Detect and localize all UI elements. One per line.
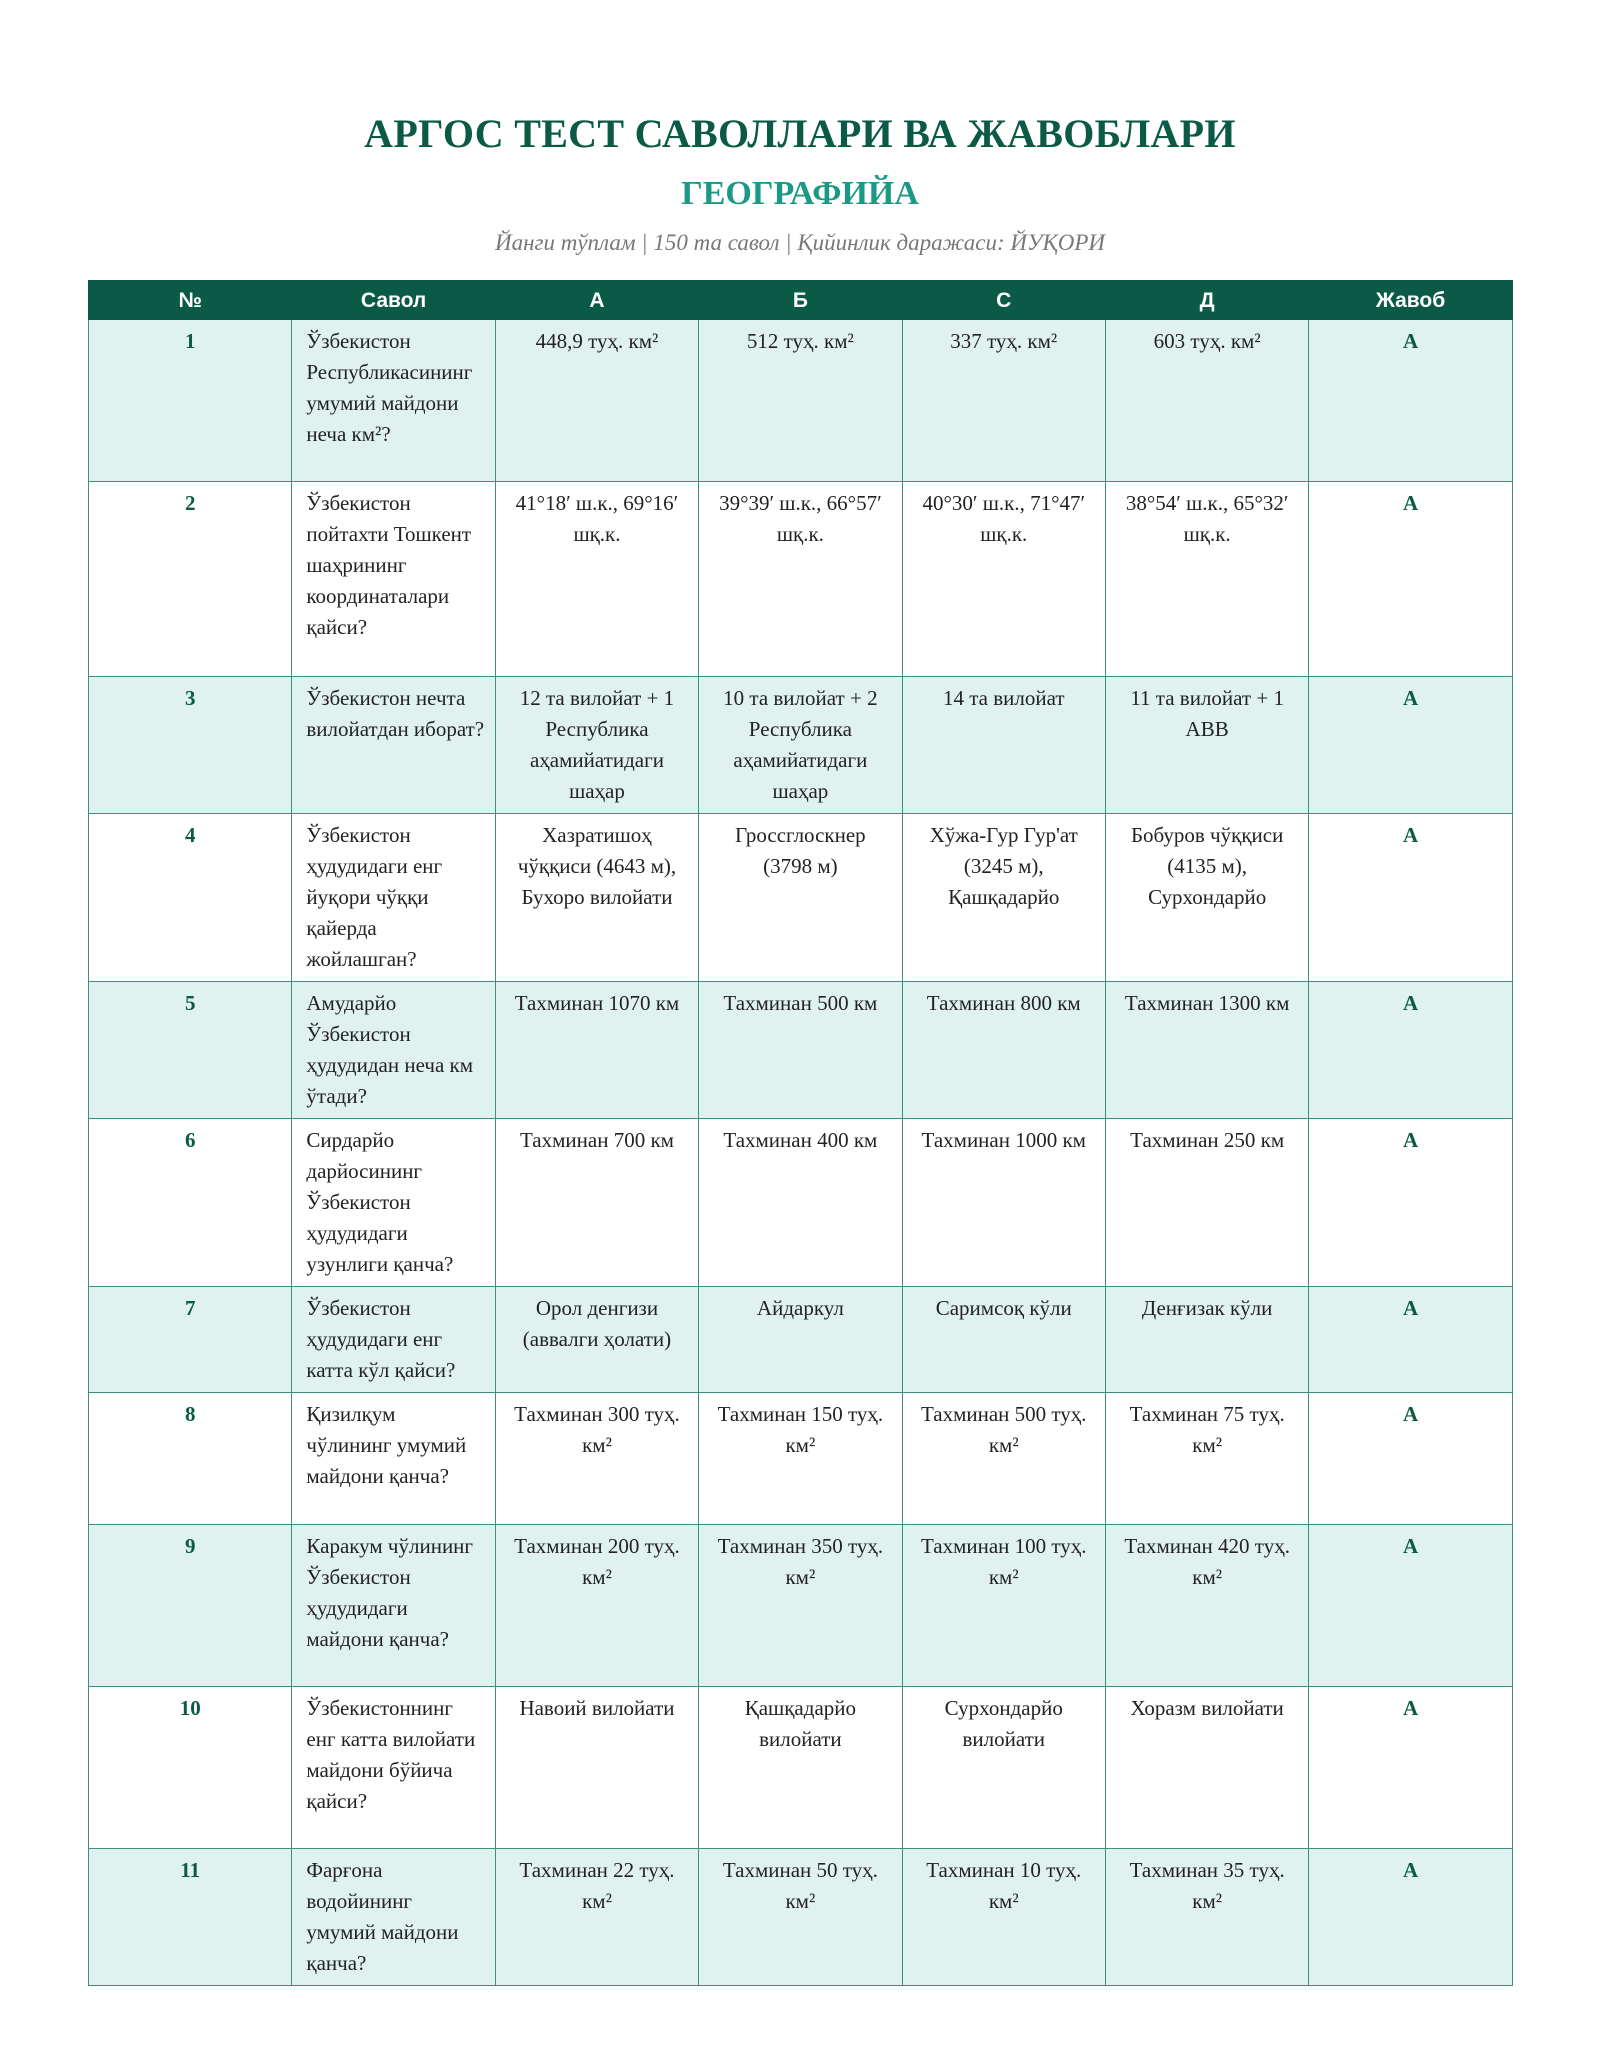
option-c: Тахминан 100 туҳ. км² (902, 1525, 1105, 1687)
option-c: Сурхондарйо вилойати (902, 1687, 1105, 1849)
question-number: 10 (89, 1687, 292, 1849)
column-header-option-c: С (902, 281, 1105, 320)
option-d: Денғизак кўли (1105, 1287, 1308, 1393)
option-b: Тахминан 400 км (699, 1119, 902, 1287)
column-header-option-b: Б (699, 281, 902, 320)
correct-answer: А (1309, 1287, 1512, 1393)
table-row (89, 482, 1513, 677)
option-a: Тахминан 700 км (495, 1119, 698, 1287)
question-text: Ўзбекистон ҳудудидаги енг катта кўл қайси? (292, 1287, 495, 1393)
table-row (89, 1119, 1513, 1287)
option-a: Тахминан 300 туҳ. км² (495, 1393, 698, 1525)
correct-answer: А (1309, 1393, 1512, 1525)
option-a: Орол денгизи (аввалги ҳолати) (495, 1287, 698, 1393)
question-number: 6 (89, 1119, 292, 1287)
question-text: Ўзбекистон нечта вилойатдан иборат? (292, 677, 495, 814)
table-header-row (89, 281, 1513, 320)
option-d: Тахминан 250 км (1105, 1119, 1308, 1287)
option-d: 603 туҳ. км² (1105, 320, 1308, 482)
question-number: 4 (89, 814, 292, 982)
column-header-number: № (89, 281, 292, 320)
option-b: Тахминан 350 туҳ. км² (699, 1525, 902, 1687)
option-b: Айдаркул (699, 1287, 902, 1393)
option-b: Гроссглоскнер (3798 м) (699, 814, 902, 982)
question-text: Амударйо Ўзбекистон ҳудудидан неча км ўтади? (292, 982, 495, 1119)
question-number: 9 (89, 1525, 292, 1687)
correct-answer: А (1309, 1849, 1512, 1986)
option-d: 11 та вилойат + 1 АВВ (1105, 677, 1308, 814)
option-d: Тахминан 420 туҳ. км² (1105, 1525, 1308, 1687)
option-b: 512 туҳ. км² (699, 320, 902, 482)
option-b: 39°39′ ш.к., 66°57′ шқ.к. (699, 482, 902, 677)
option-c: 40°30′ ш.к., 71°47′ шқ.к. (902, 482, 1105, 677)
table-row (89, 677, 1513, 814)
question-text: Каракум чўлининг Ўзбекистон ҳудудидаги майдони қанча? (292, 1525, 495, 1687)
table-row (89, 1849, 1513, 1986)
question-number: 3 (89, 677, 292, 814)
correct-answer: А (1309, 482, 1512, 677)
table-row (89, 1287, 1513, 1393)
correct-answer: А (1309, 814, 1512, 982)
question-number: 11 (89, 1849, 292, 1986)
option-a: Тахминан 200 туҳ. км² (495, 1525, 698, 1687)
correct-answer: А (1309, 1525, 1512, 1687)
question-number: 8 (89, 1393, 292, 1525)
correct-answer: А (1309, 1119, 1512, 1287)
option-c: Саримсоқ кўли (902, 1287, 1105, 1393)
correct-answer: А (1309, 677, 1512, 814)
option-b: Тахминан 50 туҳ. км² (699, 1849, 902, 1986)
option-b: Тахминан 150 туҳ. км² (699, 1393, 902, 1525)
option-c: Хўжа-Гур Гур'ат (3245 м), Қашқадарйо (902, 814, 1105, 982)
option-c: Тахминан 10 туҳ. км² (902, 1849, 1105, 1986)
question-number: 5 (89, 982, 292, 1119)
collection-meta: Йанги тўплам | 150 та савол | Қийинлик даражаси: ЙУҚОРИ (494, 230, 1106, 255)
subject-title: ГЕОГРАФИЙА (681, 175, 919, 212)
table-row (89, 1687, 1513, 1849)
option-a: 448,9 туҳ. км² (495, 320, 698, 482)
correct-answer: А (1309, 982, 1512, 1119)
question-number: 1 (89, 320, 292, 482)
question-text: Ўзбекистон пойтахти Тошкент шаҳрининг координаталари қайси? (292, 482, 495, 677)
column-header-answer: Жавоб (1309, 281, 1512, 320)
option-d: Тахминан 1300 км (1105, 982, 1308, 1119)
option-a: 41°18′ ш.к., 69°16′ шқ.к. (495, 482, 698, 677)
option-a: Навоий вилойати (495, 1687, 698, 1849)
question-text: Сирдарйо дарйосининг Ўзбекистон ҳудудидаги узунлиги қанча? (292, 1119, 495, 1287)
question-text: Қизилқум чўлининг умумий майдони қанча? (292, 1393, 495, 1525)
question-text: Фарғона водойининг умумий майдони қанча? (292, 1849, 495, 1986)
column-header-option-d: Д (1105, 281, 1308, 320)
questions-table (88, 280, 1513, 1986)
option-b: Қашқадарйо вилойати (699, 1687, 902, 1849)
question-text: Ўзбекистоннинг енг катта вилойати майдони бўйича қайси? (292, 1687, 495, 1849)
correct-answer: А (1309, 1687, 1512, 1849)
table-row (89, 320, 1513, 482)
column-header-option-a: А (495, 281, 698, 320)
question-number: 7 (89, 1287, 292, 1393)
option-c: Тахминан 500 туҳ. км² (902, 1393, 1105, 1525)
option-b: 10 та вилойат + 2 Республика аҳамийатидаги шаҳар (699, 677, 902, 814)
question-number: 2 (89, 482, 292, 677)
table-row (89, 1393, 1513, 1525)
option-a: Тахминан 22 туҳ. км² (495, 1849, 698, 1986)
correct-answer: А (1309, 320, 1512, 482)
option-a: Хазратишоҳ чўққиси (4643 м), Бухоро вилойати (495, 814, 698, 982)
table-row (89, 814, 1513, 982)
option-d: Тахминан 75 туҳ. км² (1105, 1393, 1308, 1525)
page-title: АРГОС ТЕСТ САВОЛЛАРИ ВА ЖАВОБЛАРИ (364, 111, 1236, 156)
option-a: 12 та вилойат + 1 Республика аҳамийатидаги шаҳар (495, 677, 698, 814)
question-text: Ўзбекистон ҳудудидаги енг йуқори чўққи қайерда жойлашган? (292, 814, 495, 982)
option-d: Хоразм вилойати (1105, 1687, 1308, 1849)
option-c: 337 туҳ. км² (902, 320, 1105, 482)
table-row (89, 1525, 1513, 1687)
option-d: 38°54′ ш.к., 65°32′ шқ.к. (1105, 482, 1308, 677)
option-d: Тахминан 35 туҳ. км² (1105, 1849, 1308, 1986)
column-header-question: Савол (292, 281, 495, 320)
option-c: 14 та вилойат (902, 677, 1105, 814)
option-c: Тахминан 1000 км (902, 1119, 1105, 1287)
option-b: Тахминан 500 км (699, 982, 902, 1119)
option-a: Тахминан 1070 км (495, 982, 698, 1119)
option-c: Тахминан 800 км (902, 982, 1105, 1119)
option-d: Бобуров чўққиси (4135 м), Сурхондарйо (1105, 814, 1308, 982)
question-text: Ўзбекистон Республикасининг умумий майдони неча км²? (292, 320, 495, 482)
table-row (89, 982, 1513, 1119)
